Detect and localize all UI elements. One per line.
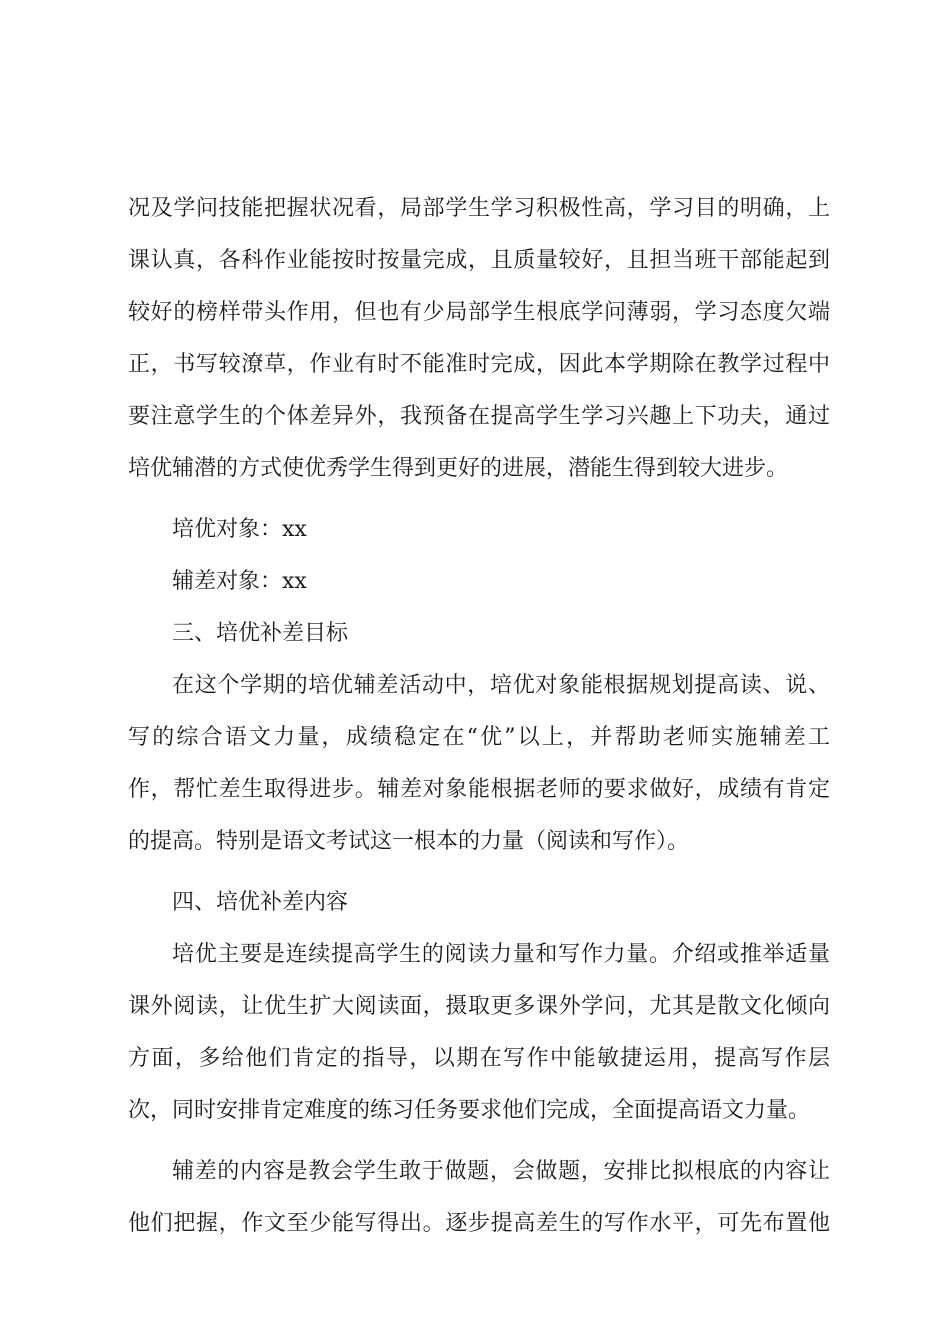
text-line: 培优主要是连续提高学生的阅读力量和写作力量。介绍或推举适量: [172, 942, 830, 967]
paragraph: [128, 1146, 830, 1250]
text-line: 他们把握，作文至少能写得出。逐步提高差生的写作水平，可先布置他: [128, 1211, 830, 1236]
text-line: 辅差的内容是教会学生敢于做题，会做题，安排比拟根底的内容让: [172, 1159, 830, 1184]
paragraph: [128, 660, 830, 868]
section-heading-goals: [128, 608, 830, 660]
text-line: 较好的榜样带头作用，但也有少局部学生根底学问薄弱，学习态度欠端: [128, 300, 830, 325]
text-line: 况及学问技能把握状况看，局部学生学习积极性高，学习目的明确，上: [128, 196, 830, 221]
text-line: 课认真，各科作业能按时按量完成，且质量较好，且担当班干部能起到: [128, 248, 830, 273]
text-line: 辅差对象：xx: [172, 569, 307, 594]
text-line: 写的综合语文力量，成绩稳定在“优”以上，并帮助老师实施辅差工: [128, 725, 830, 750]
heading-line: 四、培优补差内容: [172, 890, 349, 915]
paragraph-training-targets: [128, 504, 830, 556]
text-line: 在这个学期的培优辅差活动中，培优对象能根据规划提高读、说、: [172, 673, 830, 698]
text-line: 次，同时安排肯定难度的练习任务要求他们完成，全面提高语文力量。: [128, 1098, 811, 1123]
heading-line: 三、培优补差目标: [172, 621, 349, 646]
text-line: 课外阅读，让优生扩大阅读面，摄取更多课外学问，尤其是散文化倾向: [128, 994, 830, 1019]
text-line: 作，帮忙差生取得进步。辅差对象能根据老师的要求做好，成绩有肯定: [128, 777, 830, 802]
text-line: 要注意学生的个体差异外，我预备在提高学生学习兴趣上下功夫，通过: [128, 404, 830, 429]
text-line: 培优对象：xx: [172, 517, 307, 542]
document-body: [128, 183, 830, 1250]
text-line: 方面，多给他们肯定的指导，以期在写作中能敏捷运用，提高写作层: [128, 1046, 830, 1071]
paragraph: [128, 929, 830, 1137]
paragraph-remedial-targets: [128, 556, 830, 608]
paragraph: [128, 183, 830, 495]
text-line: 正，书写较潦草，作业有时不能准时完成，因此本学期除在教学过程中: [128, 352, 830, 377]
text-line: 的提高。特别是语文考试这一根本的力量（阅读和写作）。: [128, 829, 690, 854]
section-heading-content: [128, 877, 830, 929]
text-line: 培优辅潜的方式使优秀学生得到更好的进展，潜能生得到较大进步。: [128, 456, 789, 481]
